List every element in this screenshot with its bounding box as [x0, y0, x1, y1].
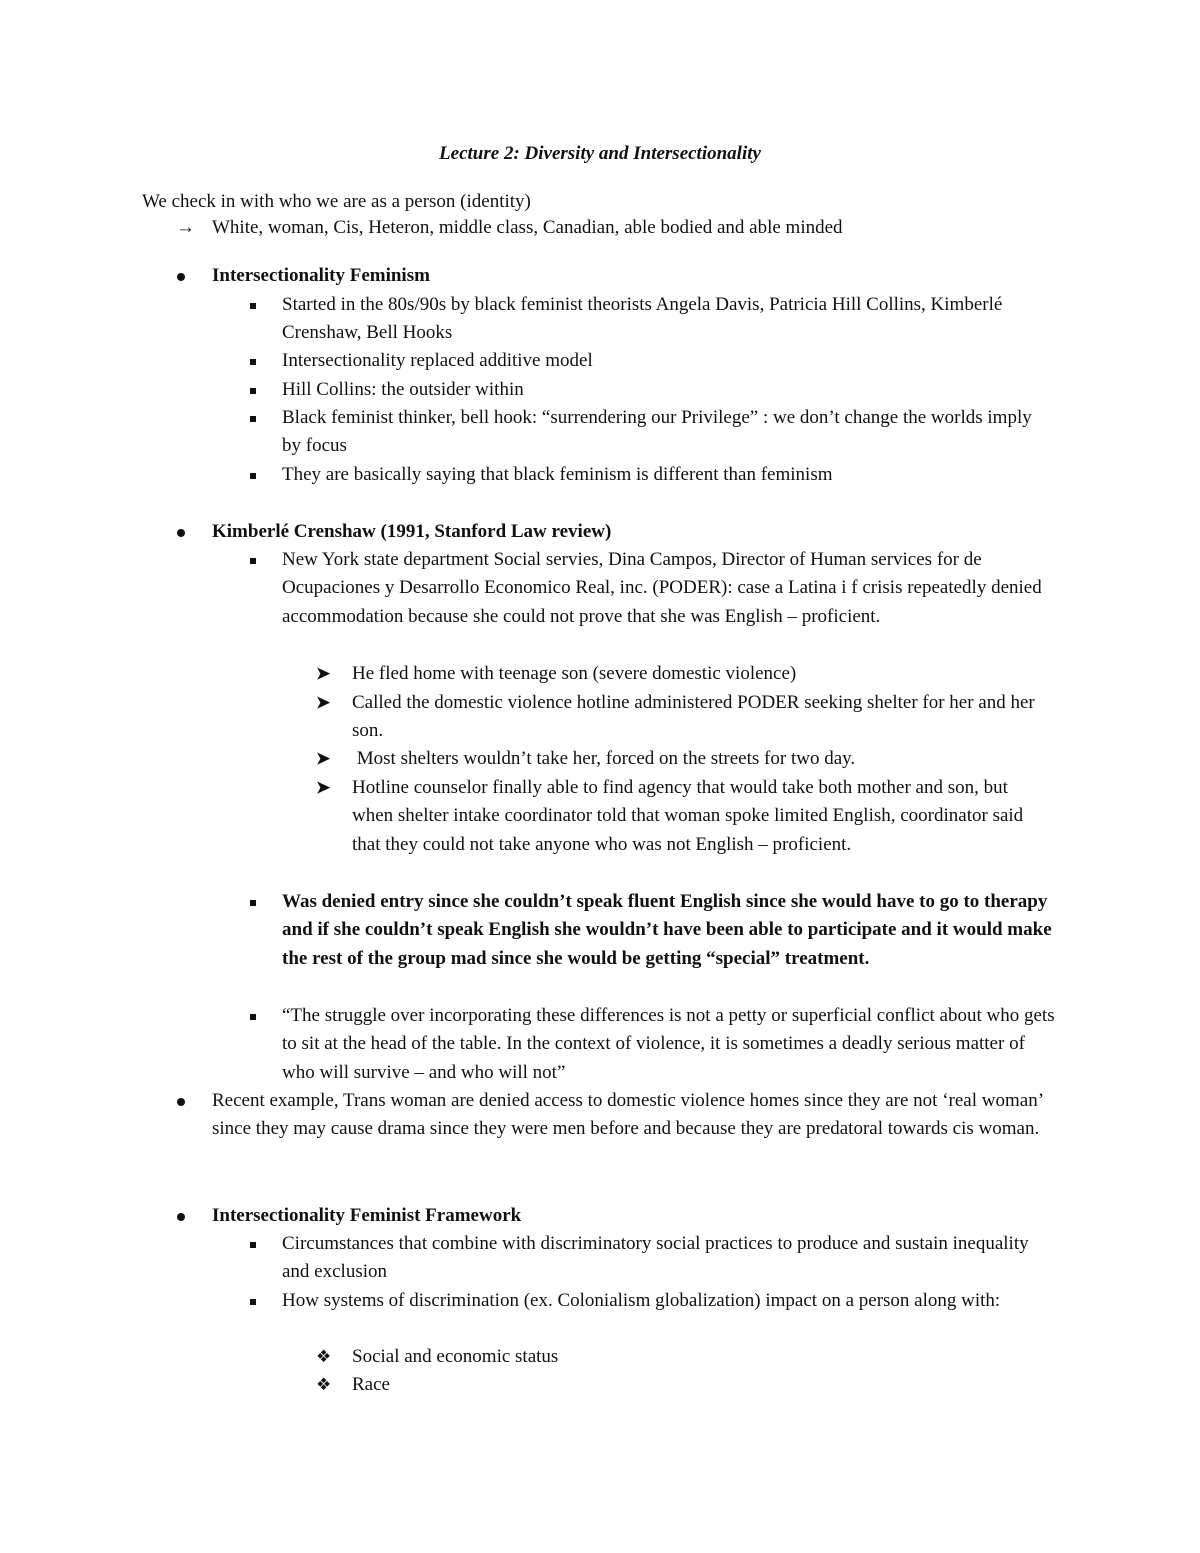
chevron-right-icon: ➤ [316, 693, 331, 712]
sub-list-item: Hotline counselor finally able to find agency that would take both mother and son, but when shelter intake coordinator told that woman spoke limited English, coordinator said that they could not take anyone who was not English – proficient. [352, 777, 1024, 855]
section-heading: Intersectionality Feminist Framework [212, 1205, 522, 1226]
bullet-icon [166, 518, 196, 546]
chevron-right-icon: ➤ [316, 749, 331, 768]
bullet-icon [166, 1087, 196, 1115]
list-item: Started in the 80s/90s by black feminist theorists Angela Davis, Patricia Hill Collins, Kimberlé Crenshaw, Bell Hooks [282, 294, 1003, 344]
list-item: Was denied entry since she couldn’t speak fluent English since she would have to go to therapy and if she couldn’t speak English she wouldn’t have been able to participate and it would make the rest of the group mad since she would be getting “special” treatment. [282, 891, 1052, 969]
list-item: Black feminist thinker, bell hook: “surrendering our Privilege” : we don’t change the worlds imply by focus [282, 407, 1032, 457]
sub-list-item: Social and economic status [352, 1346, 559, 1367]
list-item: “The struggle over incorporating these differences is not a petty or superficial conflict about who gets to sit at the head of the table. In the context of violence, it is sometimes a deadly serious matter of who will survive – and who will not” [282, 1005, 1055, 1083]
bullet-icon [166, 262, 196, 290]
list-item: Circumstances that combine with discriminatory social practices to produce and sustain inequality and exclusion [282, 1233, 1029, 1283]
section-heading: Intersectionality Feminism [212, 265, 430, 286]
list-item: New York state department Social servies, Dina Campos, Director of Human services for de Ocupaciones y Desarrollo Economico Real, inc. (PODER): case a Latina i f crisis repeatedly denied accommodation because she could not prove that she was English – proficient. [282, 549, 1042, 627]
diamond-bullet-icon: ❖ [316, 1347, 332, 1366]
chevron-right-icon: ➤ [316, 778, 331, 797]
square-bullet-icon [238, 888, 268, 916]
sub-list-item: Called the domestic violence hotline administered PODER seeking shelter for her and her son. [352, 692, 1035, 742]
chevron-right-icon: ➤ [316, 664, 331, 683]
sub-list-item: Most shelters wouldn’t take her, forced on the streets for two day. [352, 748, 856, 769]
arrow-icon: → [176, 217, 195, 238]
section-heading: Kimberlé Crenshaw (1991, Stanford Law review) [212, 521, 612, 542]
square-bullet-icon [238, 1002, 268, 1030]
square-bullet-icon [238, 347, 268, 375]
intro-line: We check in with who we are as a person (identity) [142, 191, 531, 212]
square-bullet-icon [238, 376, 268, 404]
list-item: How systems of discrimination (ex. Colonialism globalization) impact on a person along with: [282, 1290, 1001, 1311]
diamond-bullet-icon: ❖ [316, 1375, 332, 1394]
sub-list-item: He fled home with teenage son (severe domestic violence) [352, 663, 797, 684]
list-item: Hill Collins: the outsider within [282, 379, 524, 400]
bullet-icon [166, 1202, 196, 1230]
square-bullet-icon [238, 546, 268, 574]
page-title: Lecture 2: Diversity and Intersectionality [439, 143, 761, 164]
square-bullet-icon [238, 404, 268, 432]
sub-list-item: Race [352, 1374, 390, 1395]
list-item: They are basically saying that black feminism is different than feminism [282, 464, 833, 485]
list-item: Recent example, Trans woman are denied access to domestic violence homes since they are not ‘real woman’ since they may cause drama since they were men before and because they are predatoral towards cis woman. [212, 1090, 1043, 1140]
square-bullet-icon [238, 461, 268, 489]
list-item: Intersectionality replaced additive model [282, 350, 593, 371]
square-bullet-icon [238, 291, 268, 319]
identity-line: White, woman, Cis, Heteron, middle class, Canadian, able bodied and able minded [212, 217, 843, 238]
square-bullet-icon [238, 1230, 268, 1258]
square-bullet-icon [238, 1287, 268, 1315]
